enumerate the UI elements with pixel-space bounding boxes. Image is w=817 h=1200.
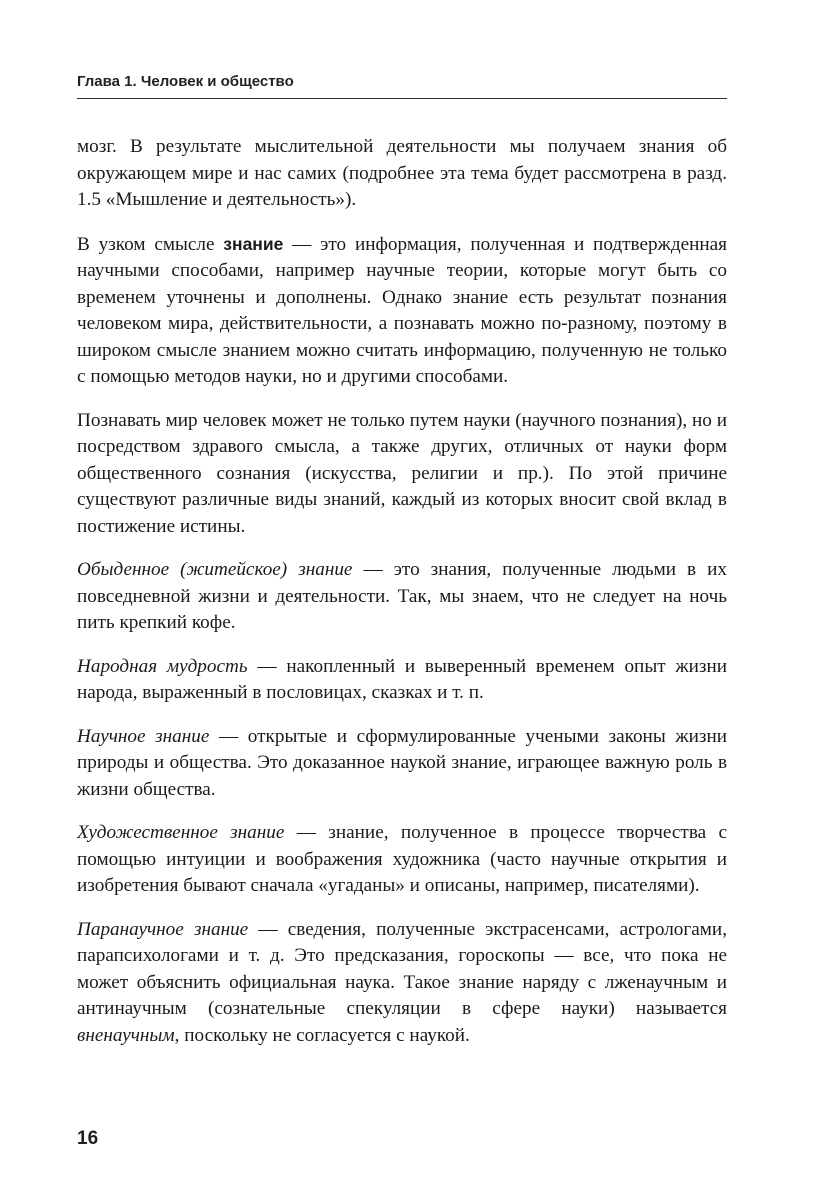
- paragraph-text: Познавать мир человек может не только путем науки (научного познания), но и посредством здравого смысла, а также других, отличных от науки форм общественного сознания (искусства, религии и пр.). По этой причине существуют различные виды знаний, каждый из которых вносит свой вклад в постижение истины.: [77, 409, 727, 537]
- paragraph-lead: В узком смысле: [77, 233, 224, 255]
- italic-term: вненаучным: [77, 1024, 175, 1046]
- paragraph-text: , поскольку не согласуется с наукой.: [174, 1024, 470, 1046]
- paragraph: [77, 557, 727, 637]
- italic-term: Художественное знание: [77, 822, 285, 843]
- paragraph: [77, 820, 727, 900]
- paragraph-text: — накопленный и выверенный временем опыт жизни народа, выраженный в пословицах, сказках и т. п.: [77, 655, 728, 703]
- paragraph: [77, 231, 727, 391]
- italic-term: Народная мудрость: [77, 655, 248, 677]
- paragraph: [77, 917, 727, 1050]
- paragraph-text: — это информация, полученная и подтвержденная научными способами, например научные теории, которые могут быть со временем уточнены и дополнены. Однако знание есть результат познания человеком мира, действительности, а познавать можно по-разному, поэтому в широком смысле знанием можно считать информацию, полученную не только с помощью методов науки, но и другими способами.: [77, 233, 727, 387]
- paragraph: [77, 654, 727, 707]
- italic-term: Паранаучное знание: [77, 918, 249, 940]
- paragraph-text: — сведения, полученные экстрасенсами, астрологами, парапсихологами и т. д. Это предсказания, гороскопы — все, что пока не может объяснить официальная наука. Такое знание наряду с лженаучным и антинаучным (сознательные спекуляции в сфере науки) называется: [77, 918, 727, 1019]
- body-text: [77, 134, 727, 1066]
- paragraph-text: мозг. В результате мыслительной деятельности мы получаем знания об окружающем мире и нас самих (подробнее эта тема будет рассмотрена в разд. 1.5 «Мышление и деятельность»).: [77, 136, 727, 210]
- bold-term: знание: [223, 233, 284, 254]
- paragraph: [77, 408, 727, 541]
- italic-term: Обыденное (житейское) знание: [77, 559, 353, 580]
- paragraph-text: — открытые и сформулированные учеными законы жизни природы и общества. Это доказанное наукой знание, играющее важную роль в жизни общества.: [77, 725, 727, 800]
- paragraph-text: — знание, полученное в процессе творчества с помощью интуиции и воображения художника (часто научные открытия и изобретения бывают сначала «угаданы» и описаны, например, писателями).: [77, 822, 727, 896]
- running-head: Глава 1. Человек и общество: [77, 73, 727, 99]
- paragraph-text: — это знания, полученные людьми в их повседневной жизни и деятельности. Так, мы знаем, что не следует на ночь пить крепкий кофе.: [77, 559, 727, 633]
- paragraph: [77, 724, 727, 804]
- paragraph: [77, 134, 727, 214]
- page-number: 16: [77, 1128, 99, 1149]
- italic-term: Научное знание: [77, 725, 210, 747]
